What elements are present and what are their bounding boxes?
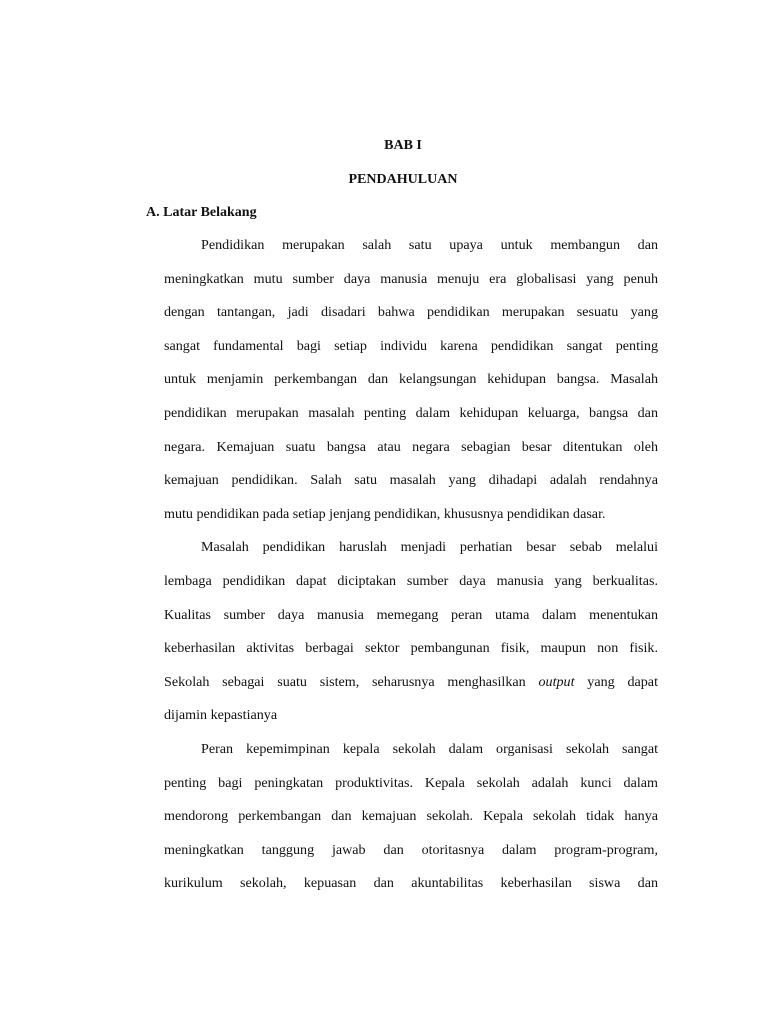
- text-line: lembaga pendidikan dapat diciptakan sumber daya manusia yang berkualitas.: [164, 572, 658, 589]
- text-line: keberhasilan aktivitas berbagai sektor pembangunan fisik, maupun non fisik.: [164, 640, 658, 657]
- text-segment: yang dapat: [587, 673, 658, 690]
- chapter-number: BAB I: [384, 138, 422, 153]
- text-line: kurikulum sekolah, kepuasan dan akuntabilitas keberhasilan siswa dan: [164, 875, 658, 892]
- section-heading: A. Latar Belakang: [146, 205, 257, 220]
- italic-term: output: [538, 673, 575, 690]
- text-line: Kualitas sumber daya manusia memegang peran utama dalam menentukan: [164, 606, 658, 623]
- paragraph-2: [164, 531, 658, 733]
- text-line: kemajuan pendidikan. Salah satu masalah yang dihadapi adalah rendahnya: [164, 472, 658, 489]
- text-line: dijamin kepastianya: [164, 707, 278, 724]
- text-line: dengan tantangan, jadi disadari bahwa pendidikan merupakan sesuatu yang: [164, 304, 658, 321]
- text-line: Masalah pendidikan haruslah menjadi perhatian besar sebab melalui: [201, 539, 658, 556]
- paragraph-3: [164, 733, 658, 901]
- text-line: untuk menjamin perkembangan dan kelangsungan kehidupan bangsa. Masalah: [164, 371, 658, 388]
- text-line: Peran kepemimpinan kepala sekolah dalam organisasi sekolah sangat: [201, 740, 658, 757]
- paragraph-1: [164, 229, 658, 531]
- text-line: penting bagi peningkatan produktivitas. Kepala sekolah adalah kunci dalam: [164, 774, 658, 791]
- chapter-title: PENDAHULUAN: [348, 172, 458, 187]
- text-line: negara. Kemajuan suatu bangsa atau negara sebagian besar ditentukan oleh: [164, 438, 658, 455]
- body-text: [164, 229, 658, 901]
- text-line: sangat fundamental bagi setiap individu karena pendidikan sangat penting: [164, 337, 658, 354]
- text-line: mendorong perkembangan dan kemajuan sekolah. Kepala sekolah tidak hanya: [164, 808, 658, 825]
- text-line-with-italic: [164, 666, 658, 700]
- text-line: mutu pendidikan pada setiap jenjang pendidikan, khususnya pendidikan dasar.: [164, 505, 606, 522]
- text-line: meningkatkan mutu sumber daya manusia menuju era globalisasi yang penuh: [164, 270, 658, 287]
- text-segment: Sekolah sebagai suatu sistem, seharusnya menghasilkan: [164, 673, 526, 690]
- text-line: Pendidikan merupakan salah satu upaya untuk membangun dan: [201, 237, 658, 253]
- text-line: meningkatkan tanggung jawab dan otoritasnya dalam program-program,: [164, 841, 658, 858]
- text-line: pendidikan merupakan masalah penting dalam kehidupan keluarga, bangsa dan: [164, 404, 658, 421]
